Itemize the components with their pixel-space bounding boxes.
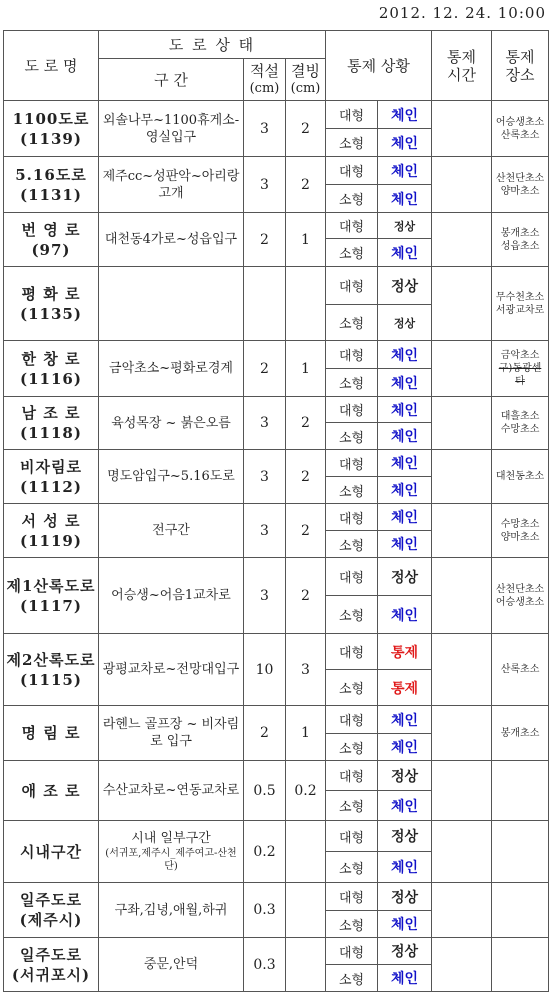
road-code: (1119) <box>20 531 82 550</box>
small-vehicle-status: 체인 <box>378 369 432 397</box>
control-place: 산록초소 <box>500 664 540 675</box>
road-name-cell <box>4 157 99 213</box>
control-time-cell <box>432 938 492 992</box>
ice-depth: 2 <box>286 558 326 634</box>
table-row <box>4 821 549 852</box>
small-vehicle-status: 체인 <box>378 477 432 504</box>
large-vehicle-status: 정상 <box>378 938 432 965</box>
section-cell <box>99 213 244 267</box>
snow-depth <box>244 267 286 341</box>
road-code: (서귀포시) <box>11 965 91 984</box>
snow-depth: 3 <box>244 504 286 558</box>
road-code: (1117) <box>20 596 82 615</box>
control-place-cell <box>492 157 549 213</box>
table-row <box>4 267 549 305</box>
small-vehicle-status: 정상 <box>378 305 432 341</box>
small-vehicle-status: 체인 <box>378 531 432 558</box>
table-row <box>4 883 549 911</box>
snow-depth: 3 <box>244 397 286 450</box>
snow-depth: 10 <box>244 634 286 706</box>
control-place: 어승생초소 <box>495 116 545 128</box>
table-row <box>4 634 549 670</box>
control-place-cell <box>492 938 549 992</box>
large-vehicle-status: 정상 <box>378 883 432 911</box>
small-vehicle-status: 체인 <box>378 791 432 821</box>
control-place: 봉개초소 <box>500 227 540 239</box>
control-place-cell <box>492 397 549 450</box>
section-text: 외솔나무~1100휴게소-영실입구 <box>102 112 240 145</box>
road-code: (97) <box>31 240 71 259</box>
header-snow-label: 적설 <box>250 61 279 80</box>
road-name-cell <box>4 213 99 267</box>
road-code: (1115) <box>20 670 82 689</box>
road-name: 제2산록도로 <box>6 650 96 669</box>
table-row <box>4 558 549 596</box>
table-row <box>4 938 549 965</box>
ice-depth <box>286 267 326 341</box>
snow-depth: 3 <box>244 101 286 157</box>
road-code: (1139) <box>20 129 82 148</box>
table-row <box>4 761 549 791</box>
control-time-cell <box>432 450 492 504</box>
small-vehicle-label: 소형 <box>326 791 378 821</box>
small-vehicle-label: 소형 <box>326 423 378 450</box>
control-place-cell <box>492 821 549 883</box>
section-text: 수산교차로~연동교차로 <box>102 783 240 798</box>
small-vehicle-status: 통제 <box>378 670 432 706</box>
header-control-time <box>432 31 492 101</box>
road-name: 서 성 로 <box>21 511 81 530</box>
snow-depth: 2 <box>244 706 286 761</box>
small-vehicle-label: 소형 <box>326 239 378 267</box>
small-vehicle-status: 체인 <box>378 129 432 157</box>
large-vehicle-label: 대형 <box>326 157 378 185</box>
road-name: 남 조 로 <box>21 404 81 422</box>
road-name: 1100도로 <box>12 109 90 128</box>
header-ice-label: 결빙 <box>291 61 320 80</box>
control-time-cell <box>432 821 492 883</box>
road-name: 비자림로 <box>20 457 82 476</box>
section-text: 금악초소~평화로경계 <box>109 361 233 376</box>
control-time-cell <box>432 267 492 341</box>
table-row <box>4 157 549 185</box>
large-vehicle-status: 체인 <box>378 341 432 369</box>
header-control-time-line1: 통제 <box>447 47 477 66</box>
section-text: 대천동4가로~성읍입구 <box>104 232 238 247</box>
large-vehicle-status: 체인 <box>378 450 432 477</box>
section-cell <box>99 821 244 883</box>
large-vehicle-label: 대형 <box>326 397 378 423</box>
small-vehicle-label: 소형 <box>326 670 378 706</box>
snow-depth: 3 <box>244 558 286 634</box>
small-vehicle-label: 소형 <box>326 965 378 992</box>
table-row <box>4 504 549 531</box>
large-vehicle-status: 체인 <box>378 157 432 185</box>
small-vehicle-status: 체인 <box>378 185 432 213</box>
section-text: 육성목장 ~ 붉은오름 <box>111 415 231 431</box>
snow-depth: 2 <box>244 213 286 267</box>
control-place-cell <box>492 213 549 267</box>
control-place: 무수천초소 <box>495 291 545 303</box>
road-name-cell <box>4 883 99 938</box>
ice-depth: 1 <box>286 213 326 267</box>
ice-depth <box>286 821 326 883</box>
table-row <box>4 341 549 369</box>
road-name-cell <box>4 397 99 450</box>
small-vehicle-label: 소형 <box>326 734 378 761</box>
control-time-cell <box>432 634 492 706</box>
small-vehicle-status: 체인 <box>378 965 432 992</box>
road-name: 애 조 로 <box>21 781 81 800</box>
large-vehicle-status: 정상 <box>378 213 432 239</box>
road-name-cell <box>4 761 99 821</box>
header-ice <box>286 59 326 101</box>
road-name-cell <box>4 504 99 558</box>
ice-depth: 3 <box>286 634 326 706</box>
control-place: 서광교차로 <box>495 304 545 316</box>
large-vehicle-label: 대형 <box>326 821 378 852</box>
road-name-cell <box>4 450 99 504</box>
control-place-cell <box>492 761 549 821</box>
road-name: 일주도로 <box>20 945 82 964</box>
road-name-cell <box>4 101 99 157</box>
large-vehicle-label: 대형 <box>326 706 378 734</box>
ice-depth: 1 <box>286 706 326 761</box>
control-place-cell <box>492 706 549 761</box>
small-vehicle-status: 체인 <box>378 423 432 450</box>
control-place: 수망초소 <box>500 424 540 435</box>
small-vehicle-status: 체인 <box>378 734 432 761</box>
control-place-cell <box>492 341 549 397</box>
road-name: 시내구간 <box>20 842 82 861</box>
small-vehicle-label: 소형 <box>326 129 378 157</box>
road-name-cell <box>4 821 99 883</box>
road-name-cell <box>4 706 99 761</box>
control-place: 산천단초소 <box>495 583 545 595</box>
snow-depth: 3 <box>244 450 286 504</box>
small-vehicle-label: 소형 <box>326 185 378 213</box>
section-cell <box>99 504 244 558</box>
road-name-cell <box>4 634 99 706</box>
header-ice-unit: (cm) <box>290 80 321 96</box>
control-place: 구)동광센타 <box>498 363 542 387</box>
snow-depth: 0.5 <box>244 761 286 821</box>
small-vehicle-label: 소형 <box>326 596 378 634</box>
section-cell <box>99 938 244 992</box>
large-vehicle-label: 대형 <box>326 938 378 965</box>
control-place-cell <box>492 558 549 634</box>
snow-depth: 0.3 <box>244 938 286 992</box>
control-time-cell <box>432 706 492 761</box>
control-place: 양마초소 <box>500 531 540 543</box>
header-control-place-line2: 장소 <box>505 65 535 84</box>
section-cell <box>99 634 244 706</box>
ice-depth: 1 <box>286 341 326 397</box>
small-vehicle-status: 체인 <box>378 596 432 634</box>
control-place-cell <box>492 634 549 706</box>
road-name: 번 영 로 <box>21 220 81 239</box>
large-vehicle-label: 대형 <box>326 213 378 239</box>
report-datetime: 2012. 12. 24. 10:00 <box>378 4 546 22</box>
section-cell <box>99 267 244 341</box>
large-vehicle-label: 대형 <box>326 634 378 670</box>
control-time-cell <box>432 341 492 397</box>
large-vehicle-status: 정상 <box>378 821 432 852</box>
table-row <box>4 101 549 129</box>
road-code: (제주시) <box>19 911 83 929</box>
section-text: 제주cc~성판악~아리랑고개 <box>102 168 240 201</box>
table-row <box>4 450 549 477</box>
road-name-cell <box>4 267 99 341</box>
large-vehicle-label: 대형 <box>326 504 378 531</box>
small-vehicle-status: 체인 <box>378 911 432 938</box>
header-snow <box>244 59 286 101</box>
large-vehicle-status: 정상 <box>378 558 432 596</box>
ice-depth: 0.2 <box>286 761 326 821</box>
control-place: 수망초소 <box>500 518 540 530</box>
section-cell <box>99 101 244 157</box>
road-code: (1131) <box>20 185 82 204</box>
header-road-status: 도 로 상 태 <box>99 31 326 59</box>
road-code: (1118) <box>20 424 82 442</box>
large-vehicle-status: 체인 <box>378 101 432 129</box>
road-code: (1116) <box>20 369 82 388</box>
header-road-name: 도 로 명 <box>4 31 99 101</box>
section-text: 어승생~어음1교차로 <box>111 588 231 603</box>
control-place: 대천동초소 <box>495 471 545 482</box>
road-name-cell <box>4 341 99 397</box>
road-name: 5.16도로 <box>15 165 87 184</box>
section-cell <box>99 341 244 397</box>
section-cell <box>99 883 244 938</box>
large-vehicle-label: 대형 <box>326 761 378 791</box>
section-cell <box>99 706 244 761</box>
small-vehicle-status: 체인 <box>378 239 432 267</box>
control-time-cell <box>432 504 492 558</box>
road-name-cell <box>4 938 99 992</box>
control-place-cell <box>492 450 549 504</box>
large-vehicle-status: 체인 <box>378 504 432 531</box>
control-place-cell <box>492 267 549 341</box>
large-vehicle-label: 대형 <box>326 450 378 477</box>
section-text: 중문,안덕 <box>143 957 199 972</box>
control-place-cell <box>492 504 549 558</box>
small-vehicle-label: 소형 <box>326 852 378 883</box>
large-vehicle-status: 정상 <box>378 267 432 305</box>
ice-depth: 2 <box>286 157 326 213</box>
control-place-cell <box>492 101 549 157</box>
header-control-time-line2: 시간 <box>447 65 477 84</box>
control-place: 금악초소 <box>500 350 540 361</box>
snow-depth: 3 <box>244 157 286 213</box>
small-vehicle-status: 체인 <box>378 852 432 883</box>
road-name: 한 창 로 <box>21 349 81 368</box>
ice-depth: 2 <box>286 101 326 157</box>
large-vehicle-label: 대형 <box>326 267 378 305</box>
section-cell <box>99 397 244 450</box>
control-time-cell <box>432 397 492 450</box>
road-code: (1135) <box>20 304 82 323</box>
section-cell <box>99 157 244 213</box>
road-name: 일주도로 <box>20 891 82 909</box>
control-time-cell <box>432 883 492 938</box>
control-place: 산록초소 <box>500 129 540 141</box>
road-name: 평 화 로 <box>21 284 81 303</box>
road-control-table <box>3 30 549 992</box>
section-text: 시내 일부구간 <box>131 831 211 846</box>
section-text: 명도암입구~5.16도로 <box>107 469 235 484</box>
road-name: 제1산록도로 <box>6 576 96 595</box>
header-snow-unit: (cm) <box>249 80 280 96</box>
table-row <box>4 213 549 239</box>
section-text: 전구간 <box>152 523 190 538</box>
control-place: 성읍초소 <box>500 240 540 252</box>
header-section: 구 간 <box>99 59 244 101</box>
large-vehicle-status: 정상 <box>378 761 432 791</box>
control-place: 어승생초소 <box>495 596 545 608</box>
snow-depth: 0.2 <box>244 821 286 883</box>
small-vehicle-label: 소형 <box>326 911 378 938</box>
small-vehicle-label: 소형 <box>326 305 378 341</box>
large-vehicle-status: 체인 <box>378 706 432 734</box>
section-text: 라헨느 골프장 ~ 비자림로 입구 <box>102 717 240 749</box>
small-vehicle-label: 소형 <box>326 531 378 558</box>
table-row <box>4 397 549 423</box>
snow-depth: 2 <box>244 341 286 397</box>
snow-depth: 0.3 <box>244 883 286 938</box>
large-vehicle-label: 대형 <box>326 101 378 129</box>
ice-depth: 2 <box>286 397 326 450</box>
control-time-cell <box>432 157 492 213</box>
header-control-place <box>492 31 549 101</box>
control-time-cell <box>432 761 492 821</box>
control-place: 봉개초소 <box>500 727 540 739</box>
ice-depth: 2 <box>286 450 326 504</box>
header-control-status: 통제 상황 <box>326 31 432 101</box>
large-vehicle-label: 대형 <box>326 341 378 369</box>
large-vehicle-status: 체인 <box>378 397 432 423</box>
control-place: 산천단초소 <box>495 172 545 184</box>
section-cell <box>99 761 244 821</box>
large-vehicle-status: 통제 <box>378 634 432 670</box>
large-vehicle-label: 대형 <box>326 883 378 911</box>
control-place: 양마초소 <box>500 185 540 197</box>
header-control-place-line1: 통제 <box>505 47 535 66</box>
small-vehicle-label: 소형 <box>326 369 378 397</box>
section-text: 광평교차로~전망대입구 <box>102 662 240 677</box>
ice-depth: 2 <box>286 504 326 558</box>
road-name: 명 림 로 <box>21 724 81 742</box>
road-name-cell <box>4 558 99 634</box>
control-place-cell <box>492 883 549 938</box>
section-subtext: (서귀포,제주시_제주여고-산천단) <box>105 848 237 872</box>
control-time-cell <box>432 558 492 634</box>
control-time-cell <box>432 213 492 267</box>
section-text: 구좌,김녕,애월,하귀 <box>114 902 228 918</box>
ice-depth <box>286 883 326 938</box>
large-vehicle-label: 대형 <box>326 558 378 596</box>
control-time-cell <box>432 101 492 157</box>
ice-depth <box>286 938 326 992</box>
road-code: (1112) <box>20 477 82 496</box>
section-cell <box>99 450 244 504</box>
table-row <box>4 706 549 734</box>
small-vehicle-label: 소형 <box>326 477 378 504</box>
control-place: 대흘초소 <box>500 411 540 422</box>
section-cell <box>99 558 244 634</box>
